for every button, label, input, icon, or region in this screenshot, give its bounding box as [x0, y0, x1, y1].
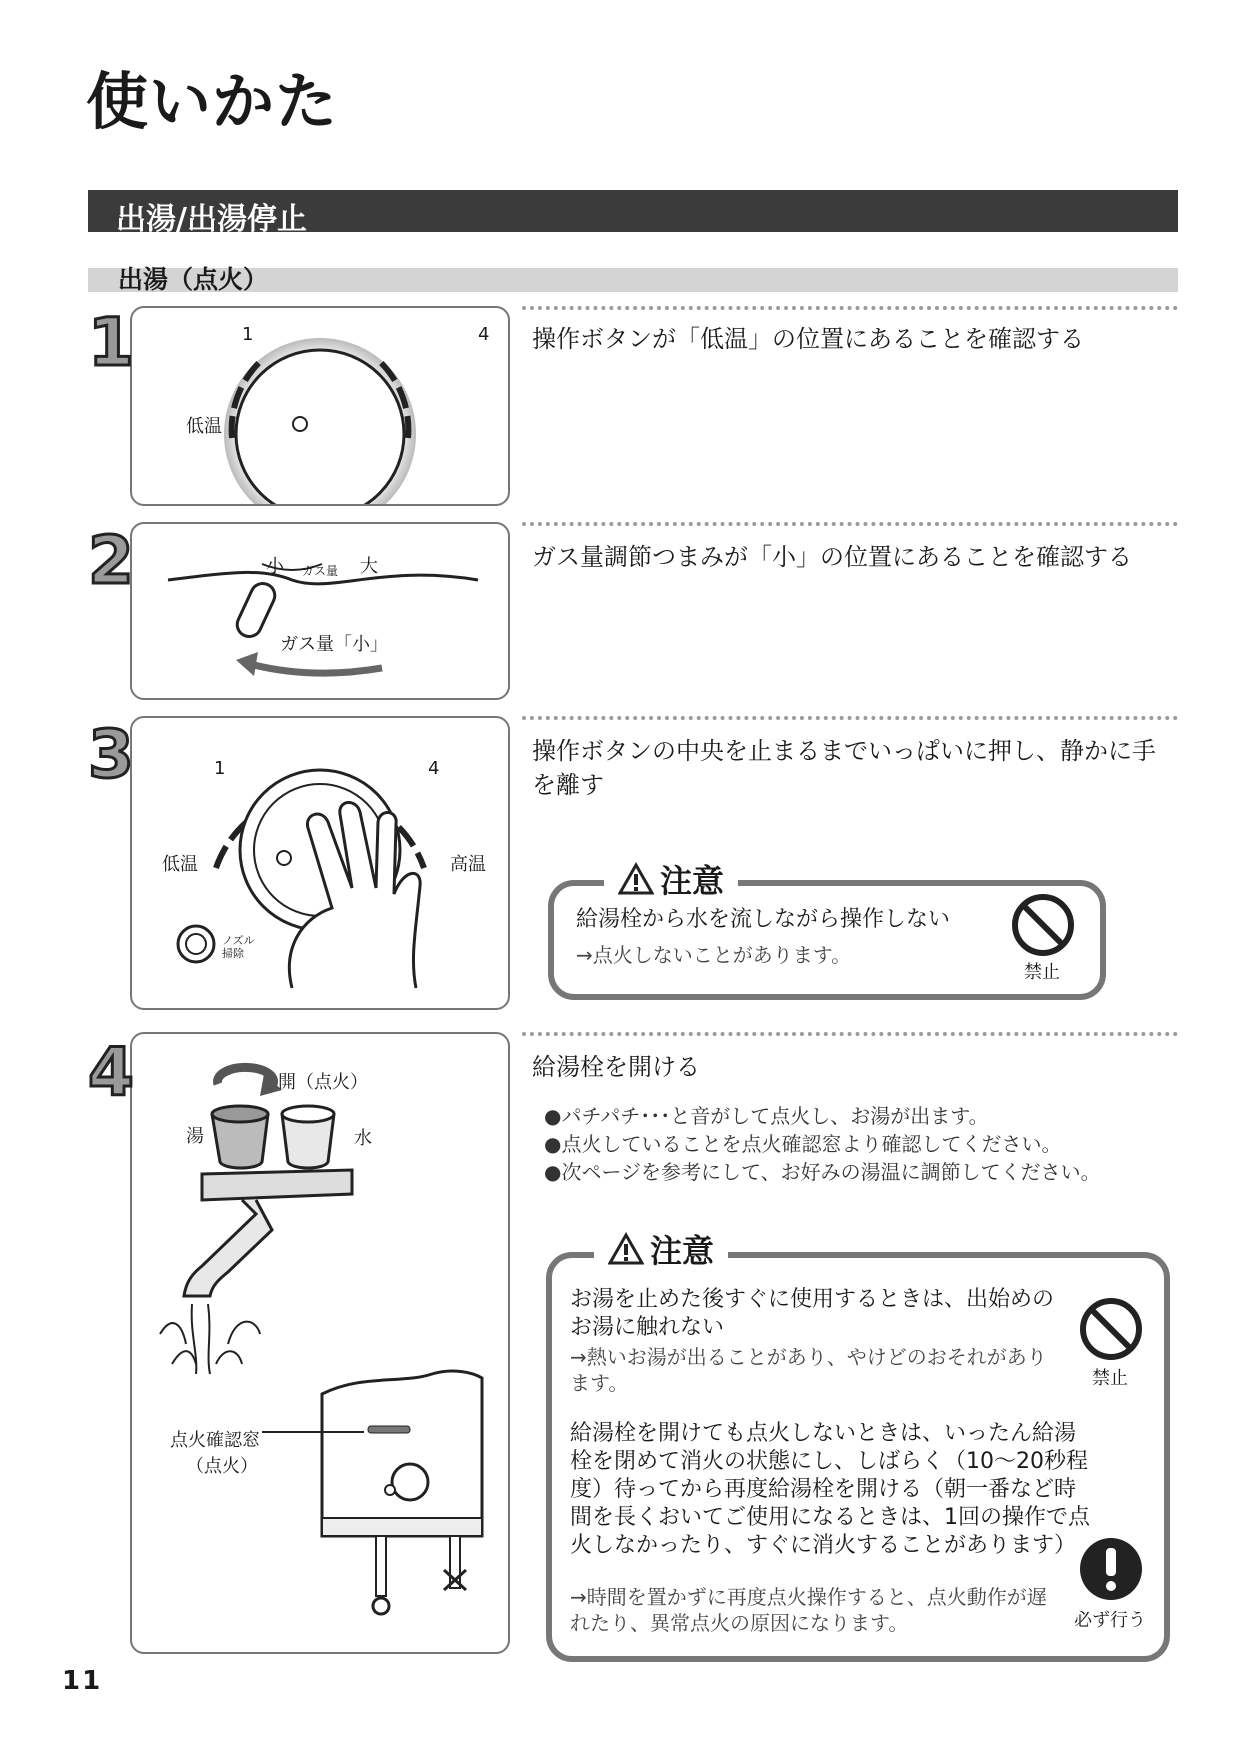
nozzle-clean-label: ノズル掃除 — [222, 934, 255, 960]
low-temp-label: 低温 — [186, 416, 222, 437]
prohibited-icon — [1010, 892, 1076, 958]
divider — [522, 1032, 1178, 1036]
list-item: ●次ページを参考にして、お好みの湯温に調節してください。 — [544, 1160, 1101, 1184]
gas-amount-label: ガス量 — [302, 564, 339, 578]
section-title: 出湯/出湯停止 — [116, 202, 307, 237]
dial-mark-1: 1 — [242, 324, 254, 345]
list-item: ●パチパチ･･･と音がして点火し、お湯が出ます。 — [544, 1104, 989, 1128]
warning-triangle-icon — [608, 1232, 644, 1266]
open-ignite-label: 開（点火） — [278, 1072, 368, 1093]
section-header — [88, 190, 1178, 237]
step-1-number: 1 — [88, 304, 134, 381]
caution-item-2-main: 給湯栓を開けても点火しないときは、いったん給湯栓を閉めて消火の状態にし、しばらく（10～20秒程度）待ってから再度給湯栓を開ける（朝一番など時間を長くおいてご使用になるときは、1回の操作で点火しなかったり、すぐに消火することがあります） — [570, 1421, 1090, 1558]
divider — [522, 716, 1178, 720]
step-4-number: 4 — [88, 1034, 134, 1111]
low-temp-label: 低温 — [162, 854, 198, 875]
hot-water-label: 湯 — [186, 1126, 204, 1147]
prohibited-label: 禁止 — [1092, 1368, 1128, 1389]
prohibited-icon — [1078, 1296, 1144, 1362]
gas-small-caption: ガス量「小」 — [280, 634, 388, 655]
dial-mark-1: 1 — [214, 758, 226, 779]
step-4-illustration — [130, 1032, 510, 1654]
dial-low-illustration — [132, 308, 508, 504]
divider — [522, 306, 1178, 310]
page-title: 使いかた — [86, 65, 339, 138]
prohibited-label: 禁止 — [1024, 962, 1060, 983]
caution-title: 注意 — [650, 1232, 715, 1270]
step-3-illustration — [130, 716, 510, 1010]
warning-triangle-icon — [618, 862, 654, 896]
ignition-window-sub: （点火） — [186, 1456, 258, 1477]
step-2-illustration — [130, 522, 510, 700]
caution-heading — [594, 1226, 728, 1272]
gas-knob-illustration — [132, 524, 508, 698]
ignition-window-label: 点火確認窓 — [170, 1430, 260, 1451]
gas-small-label: 小 — [266, 556, 284, 577]
caution-item-1-sub: →熱いお湯が出ることがあり、やけどのおそれがあります。 — [570, 1345, 1047, 1395]
must-do-label: 必ず行う — [1074, 1610, 1146, 1631]
cold-water-label: 水 — [354, 1128, 372, 1149]
subsection-title: 出湯（点火） — [118, 265, 269, 294]
step-3-number: 3 — [88, 716, 134, 793]
step-3-text: 操作ボタンの中央を止まるまでいっぱいに押し、静かに手を離す — [532, 737, 1156, 799]
caution-item-2-sub: →時間を置かずに再度点火操作すると、点火動作が遅れたり、異常点火の原因になります。 — [570, 1585, 1047, 1635]
dial-mark-4: 4 — [478, 324, 490, 345]
dial-mark-4: 4 — [428, 758, 440, 779]
caution-main-text: 給湯栓から水を流しながら操作しない — [576, 907, 951, 932]
step-2-number: 2 — [88, 522, 134, 599]
caution-sub-text: →点火しないことがあります。 — [576, 943, 852, 967]
step-4-text: 給湯栓を開ける — [532, 1053, 700, 1081]
step-1-illustration — [130, 306, 510, 506]
step-1-text: 操作ボタンが「低温」の位置にあることを確認する — [532, 325, 1084, 353]
caution-heading — [604, 856, 738, 902]
high-temp-label: 高温 — [450, 854, 486, 875]
caution-title: 注意 — [660, 862, 725, 900]
caution-item-1-main: お湯を止めた後すぐに使用するときは、出始めのお湯に触れない — [570, 1287, 1055, 1340]
page-number: 11 — [62, 1666, 103, 1696]
divider — [522, 522, 1178, 526]
step-2-text: ガス量調節つまみが「小」の位置にあることを確認する — [532, 543, 1132, 571]
gas-large-label: 大 — [360, 556, 378, 577]
list-item: ●点火していることを点火確認窓より確認してください。 — [544, 1132, 1062, 1156]
step-4-bullets — [544, 1102, 1184, 1186]
exclamation-icon — [1078, 1536, 1144, 1602]
